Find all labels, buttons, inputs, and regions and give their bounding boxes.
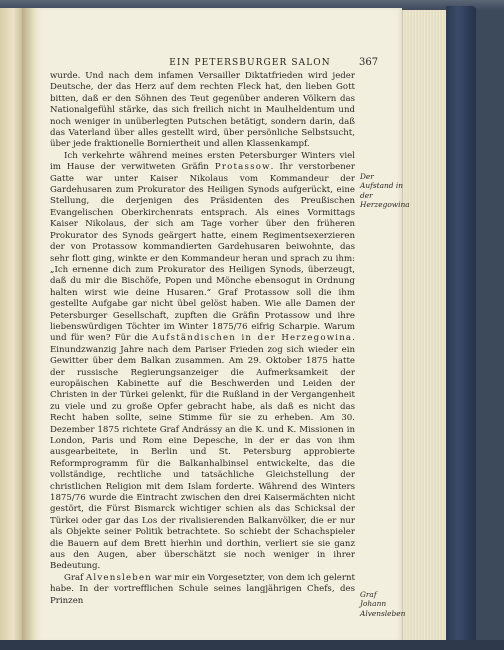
paragraph-2 — [50, 151, 355, 573]
page-stack-edge — [402, 10, 447, 640]
name-herzegowina: Aufständischen in der Herzegowina — [152, 333, 353, 344]
paragraph-2-part-a: Ich verkehrte während meines ersten Petersburger Winters viel im Hause der verwitweten Gräfin — [50, 150, 355, 173]
body-text — [50, 71, 355, 607]
paragraph-2-part-c: . Einundzwanzig Jahre nach dem Pariser Frieden zog sich wieder ein Gewitter über dem Balkan zusammen. Am 29. Oktober 1875 hatte der russische Regierungsanzeiger die Aufmerksamkeit der europäischen Kabinette auf die Beschwerden und Leiden der Christen in der Türkei gelenkt, für die Rußland in der Vergangenheit zu viele und zu große Opfer gebracht habe, als daß es nicht das Recht haben sollte, seine Stimme für sie zu erheben. Am 30. Dezember 1875 richtete Graf Andrássy an die K. und K. Missionen in London, Paris und Rom eine Depesche, in der er das von ihm ausgearbeitete, in Berlin und St. Petersburg approbierte Reformprogramm für die Balkanhalbinsel entwickelte, das die vollständige, rechtliche und tatsächliche Gleichstellung der christlichen Religion mit dem Islam forderte. Während des Winters 1875/76 wurde die Eintracht zwischen den drei Kaisermächten nicht gestört, die Fürst Bismarck wichtiger schien als das Schicksal der Türkei oder gar das Los der rivalisierenden Balkanvölker, die er nur als Objekte seiner Politik betrachtete. So schiebt der Schachspieler die Bauern auf dem Brett hierhin und dorthin, verliert sie sie ganz aus den Augen, aber überschätzt sie noch weniger in ihrer Bedeutung. — [50, 333, 355, 572]
page-number: 367 — [359, 57, 379, 68]
paragraph-3-part-a: Graf — [64, 572, 87, 583]
name-alvensleben: Alvensleben — [86, 572, 153, 583]
margin-note-alvensleben: Graf Johann Alvensleben — [360, 590, 406, 618]
paragraph-3-part-b: war mir ein Vorgesetzter, von dem ich gelernt habe. In der vortrefflichen Schule seines langjährigen Chefs, des Prinzen — [50, 572, 355, 606]
book-cover-edge — [446, 6, 476, 644]
left-page-edge — [0, 8, 23, 642]
paragraph-2-part-b: . Ihr verstorbener Gatte war unter Kaiser Nikolaus vom Kommandeur der Gardehusaren zum Prokurator des Heiligen Synods aufgerückt, eine Stellung, die derjenigen des Präsidenten des Preußischen Evangelischen Oberkirchenrats entsprach. Als eines Vormittags Kaiser Nikolaus, der sich am Tage vorher über den früheren Prokurator des Synods geärgert hatte, einem Regimentsexerzieren der von Protassow kommandierten Gardehusaren beiwohnte, das sehr flott ging, winkte er den Kommandeur heran und sprach zu ihm: „Ich ernenne dich zum Prokurator des Heiligen Synods, überzeugt, daß du mir die Bischöfe, Popen und Mönche ebensogut in Ordnung halten wirst wie deine Husaren.“ Graf Protassow soll die ihm gestellte Aufgabe gar nicht übel gelöst haben. Wie alle Damen der Petersburger Gesellschaft, zupften die Gräfin Protassow und ihre liebenswürdigen Töchter im Winter 1875/76 eifrig Scharpie. Warum und für wen? Für die — [50, 162, 355, 344]
book-gutter — [22, 8, 40, 642]
running-head: EIN PETERSBURGER SALON — [169, 58, 331, 68]
margin-note-herzegowina: Der Aufstand in der Herzegowina — [360, 172, 410, 210]
paragraph-1: wurde. Und nach dem infamen Versailler Diktatfrieden wird jeder Deutsche, der das Herz auf dem rechten Fleck hat, den lieben Gott bitten, daß er den Söhnen des Teut gegenüber anderen Völkern das Nationalgefühl stärke, das sich freilich nicht in Maulheldentum und noch weniger in unüberlegten Putschen betätigt, sondern darin, daß das Vaterland über alles gestellt wird, über persönliche Selbstsucht, über jede fraktionelle Borniertheit und allen Klassenkampf. — [50, 71, 355, 150]
paragraph-3 — [50, 573, 355, 607]
book-bottom-edge — [0, 640, 504, 650]
name-protassow: Protassow — [214, 162, 271, 173]
